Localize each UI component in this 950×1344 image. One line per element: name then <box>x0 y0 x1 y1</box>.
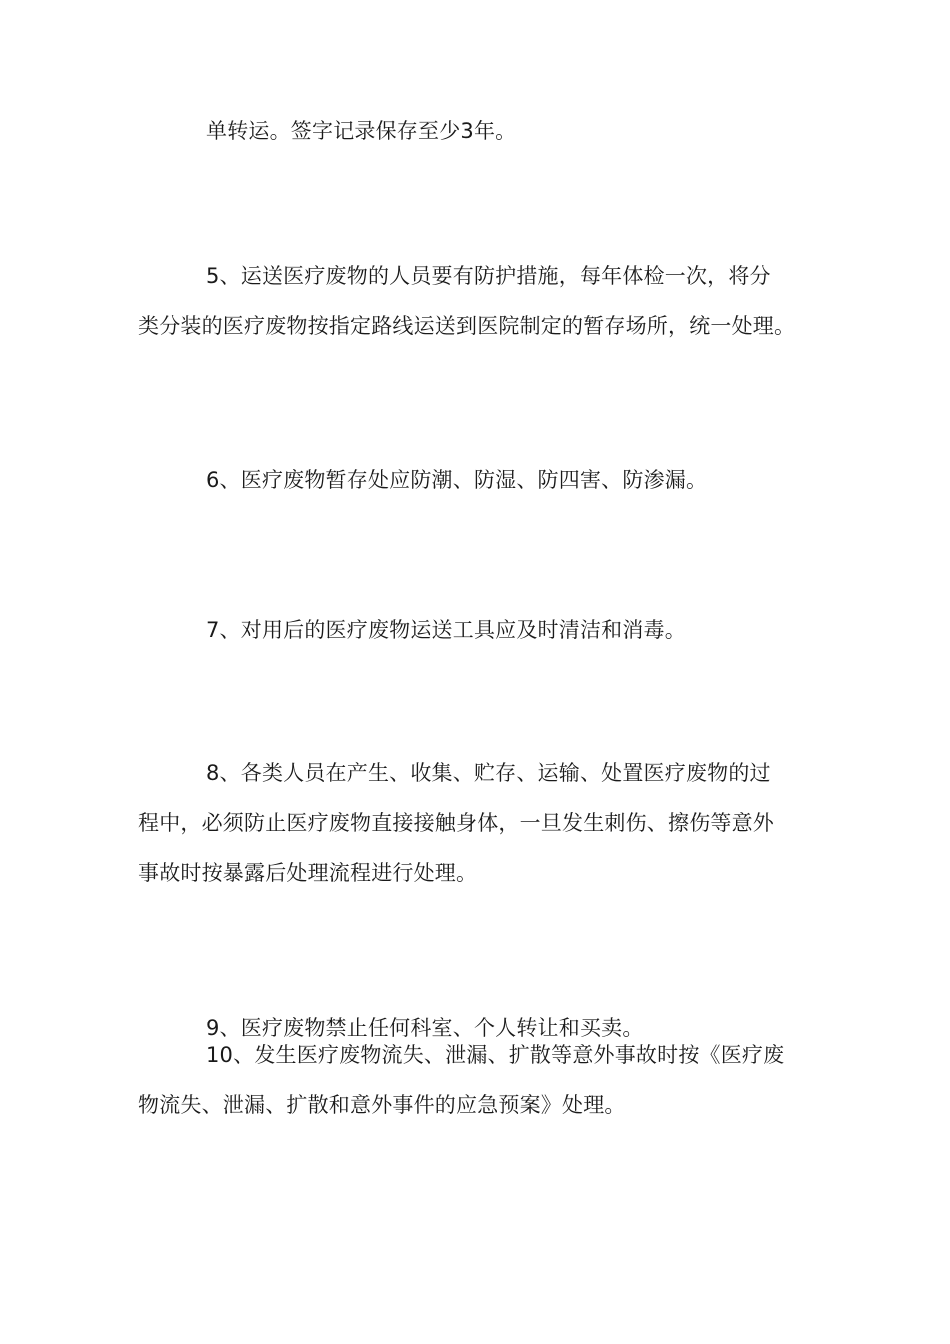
item-7: 7、对用后的医疗废物运送工具应及时清洁和消毒。 <box>206 618 686 642</box>
item-6: 6、医疗废物暂存处应防潮、防湿、防四害、防渗漏。 <box>206 468 708 492</box>
item-8-line-1: 8、各类人员在产生、收集、贮存、运输、处置医疗废物的过 <box>206 761 771 785</box>
item-5-line-1: 5、运送医疗废物的人员要有防护措施，每年体检一次，将分 <box>206 264 771 288</box>
item-9: 9、医疗废物禁止任何科室、个人转让和买卖。 <box>206 1016 644 1040</box>
item-4-continuation: 单转运。签字记录保存至少3年。 <box>206 119 517 143</box>
item-5-line-2: 类分装的医疗废物按指定路线运送到医院制定的暂存场所，统一处理。 <box>138 314 796 338</box>
item-10-line-1: 10、发生医疗废物流失、泄漏、扩散等意外事故时按《医疗废 <box>206 1043 785 1067</box>
item-10-line-2: 物流失、泄漏、扩散和意外事件的应急预案》处理。 <box>138 1093 626 1117</box>
item-8-line-3: 事故时按暴露后处理流程进行处理。 <box>138 861 478 885</box>
item-8-line-2: 程中，必须防止医疗废物直接接触身体，一旦发生刺伤、擦伤等意外 <box>138 811 774 835</box>
